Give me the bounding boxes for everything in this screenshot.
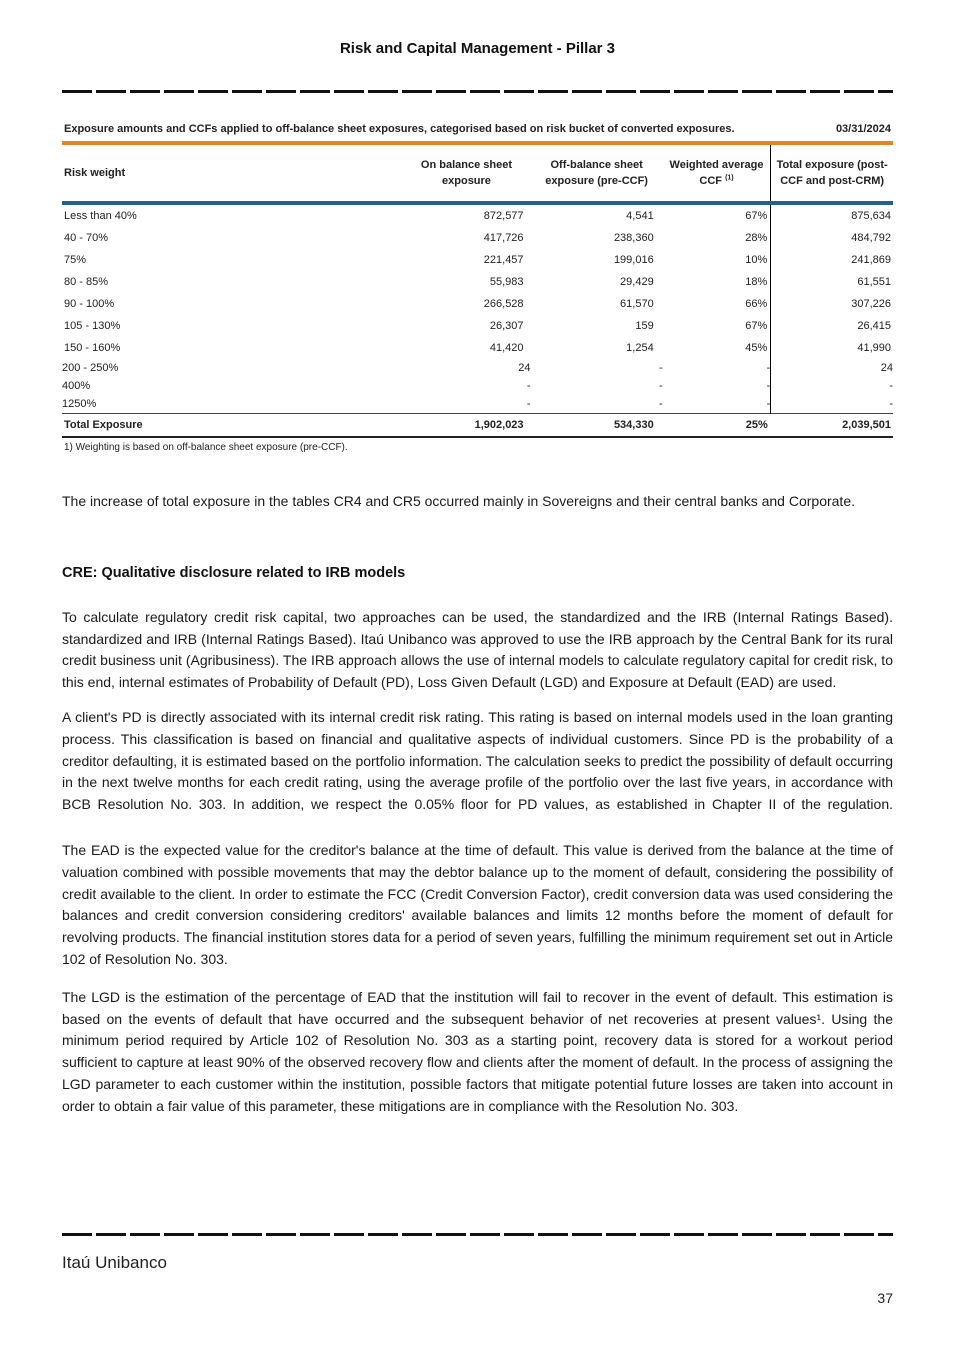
table-row xyxy=(62,227,893,249)
cell-total-on-balance: 1,902,023 xyxy=(402,414,530,438)
cell-risk-weight: 75% xyxy=(64,254,87,266)
col-header-off-balance: Off-balance sheet exposure (pre-CCF) xyxy=(531,145,663,203)
cell-ccf: - xyxy=(766,398,771,410)
cell-risk-weight: 1250% xyxy=(62,398,97,410)
cell-on-balance: 26,307 xyxy=(489,320,524,332)
cell-off-balance: 61,570 xyxy=(620,298,654,310)
cell-off-balance: 29,429 xyxy=(620,276,654,288)
section-heading: CRE: Qualitative disclosure related to IRB models xyxy=(62,564,406,581)
table-caption-row xyxy=(62,121,893,141)
cell-ccf: 66% xyxy=(745,298,768,310)
cell-ccf: 10% xyxy=(745,254,768,266)
table-row xyxy=(62,249,893,271)
col-header-weighted-ccf: Weighted average CCF $^{(1)}$ xyxy=(663,145,771,203)
cell-total: 307,226 xyxy=(771,293,893,315)
table-row xyxy=(62,395,893,414)
cell-risk-weight: 200 - 250% xyxy=(62,362,119,374)
cell-total-exposure: 2,039,501 xyxy=(771,414,893,438)
footnote-marker: (1) xyxy=(725,174,734,182)
cell-off-balance: 238,360 xyxy=(613,232,654,244)
cell-ccf: - xyxy=(766,362,771,374)
table-row xyxy=(62,337,893,359)
cell-total: 26,415 xyxy=(771,315,893,337)
cell-off-balance: 159 xyxy=(635,320,654,332)
intro-paragraph: The increase of total exposure in the tables CR4 and CR5 occurred mainly in Sovereigns and their central banks and Corporate. xyxy=(62,493,855,509)
paragraph-ead: The EAD is the expected value for the creditor's balance at the time of default. This value is derived from the balance at the time of valuation combined with possible movements that may the debtor balance up to the moment of default, considering the possibility of credit available to the client. In order to estimate the FCC (Credit Conversion Factor), credit conversion data was used considering the balances and credit conversion considering creditors' available balances and limits 12 months before the moment of default for revolving products. The financial institution stores data for a period of seven years, fulfilling the minimum requirement set out in Article 102 of Resolution No. 303. xyxy=(62,841,893,967)
cell-risk-weight: 400% xyxy=(62,380,91,392)
table-footnote: 1) Weighting is based on off-balance sheet exposure (pre-CCF). xyxy=(64,442,348,453)
cell-on-balance: 872,577 xyxy=(483,210,524,222)
cell-total: 41,990 xyxy=(771,337,893,359)
header-divider xyxy=(62,90,893,93)
cell-ccf: 45% xyxy=(745,342,768,354)
cell-total: 484,792 xyxy=(771,227,893,249)
cell-total: 875,634 xyxy=(771,203,893,227)
cell-off-balance: - xyxy=(659,362,663,374)
page-footer xyxy=(62,1233,893,1306)
cell-risk-weight: 150 - 160% xyxy=(64,342,121,354)
cell-total: 24 xyxy=(771,359,893,377)
col-header-risk-weight: Risk weight xyxy=(62,145,402,203)
cell-risk-weight: 105 - 130% xyxy=(64,320,121,332)
cell-total: 241,869 xyxy=(771,249,893,271)
cell-on-balance: - xyxy=(526,398,531,410)
cell-total: - xyxy=(771,395,893,414)
table-total-row xyxy=(62,414,893,438)
cell-on-balance: 417,726 xyxy=(483,232,524,244)
paragraph-irb-approaches: To calculate regulatory credit risk capital, two approaches can be used, the standardized and the IRB (Internal Ratings Based). standardized and IRB (Internal Ratings Based). Itaú Unibanco was approved to use the IRB approach by the Central Bank for its rural credit business unit (Agribusiness). The IRB approach allows the use of internal models to calculate regulatory capital for credit risk, to this end, internal estimates of Probability of Default (PD), Loss Given Default (LGD) and Exposure at Default (EAD) are used. xyxy=(62,608,893,691)
table-row xyxy=(62,359,893,377)
cell-off-balance: 4,541 xyxy=(626,210,654,222)
table-row xyxy=(62,377,893,395)
cell-risk-weight: Less than 40% xyxy=(64,210,137,222)
cell-on-balance: 221,457 xyxy=(483,254,524,266)
table-row xyxy=(62,315,893,337)
table-date: 03/31/2024 xyxy=(835,123,891,135)
cell-ccf: 67% xyxy=(745,320,768,332)
cell-on-balance: 266,528 xyxy=(483,298,524,310)
page-title: Risk and Capital Management - Pillar 3 xyxy=(339,40,616,57)
cell-ccf: 67% xyxy=(745,210,768,222)
cell-off-balance: - xyxy=(659,398,663,410)
cell-off-balance: 199,016 xyxy=(613,254,654,266)
cell-ccf: 18% xyxy=(745,276,768,288)
cell-total: 61,551 xyxy=(771,271,893,293)
table-header-row xyxy=(62,145,893,203)
cell-risk-weight: 90 - 100% xyxy=(64,298,115,310)
cell-ccf: 28% xyxy=(745,232,768,244)
table-row xyxy=(62,293,893,315)
paragraph-lgd: The LGD is the estimation of the percentage of EAD that the institution will fail to recover in the event of default. This estimation is based on the events of default that have occurred and the subsequent behavior of net recoveries at present values¹. Using the minimum period required by Article 102 of Resolution No. 303 as a starting point, recovery data is stored for a workout period sufficient to capture at least 90% of the observed recovery flow and clients after the moment of default. In the process of assigning the LGD parameter to each customer within the institution, possible factors that mitigate potential future losses are taken into account in order to obtain a fair value of this parameter, these mitigations are in compliance with the Resolution No. 303. xyxy=(62,988,893,1114)
cell-ccf: - xyxy=(766,380,771,392)
col-header-total-exposure: Total exposure (post-CCF and post-CRM) xyxy=(771,145,893,203)
footer-divider xyxy=(62,1233,893,1236)
cell-risk-weight: 40 - 70% xyxy=(64,232,109,244)
cell-on-balance: - xyxy=(526,380,531,392)
table-row xyxy=(62,203,893,227)
cell-total-off-balance: 534,330 xyxy=(531,414,663,438)
table-row xyxy=(62,271,893,293)
cell-off-balance: 1,254 xyxy=(626,342,654,354)
page-number: 37 xyxy=(877,1290,893,1306)
cell-off-balance: - xyxy=(659,380,663,392)
brand-name: Itaú Unibanco xyxy=(62,1253,167,1272)
cell-on-balance: 55,983 xyxy=(489,276,524,288)
exposure-table xyxy=(62,145,893,438)
table-caption: Exposure amounts and CCFs applied to off-balance sheet exposures, categorised based on risk bucket of converted exposures. xyxy=(64,123,735,135)
exposure-table-block xyxy=(62,121,893,453)
cell-on-balance: 41,420 xyxy=(489,342,524,354)
cell-on-balance: 24 xyxy=(518,362,531,374)
cell-total-label: Total Exposure xyxy=(62,414,402,438)
cell-total-ccf: 25% xyxy=(663,414,771,438)
paragraph-pd: A client's PD is directly associated with its internal credit risk rating. This rating is based on internal models used in the loan granting process. This classification is based on financial and qualitative aspects of individual customers. Since PD is the probability of a creditor defaulting, it is estimated based on the portfolio information. The calculation seeks to predict the possibility of default occurring in the next twelve months for each credit rating, using the average profile of the portfolio over the last five years, in accordance with BCB Resolution No. 303. In addition, we respect the 0.05% floor for PD values, as established in Chapter II of the regulation. xyxy=(62,708,893,813)
cell-risk-weight: 80 - 85% xyxy=(64,276,109,288)
cell-total: - xyxy=(771,377,893,395)
col-header-on-balance: On balance sheet exposure xyxy=(402,145,530,203)
